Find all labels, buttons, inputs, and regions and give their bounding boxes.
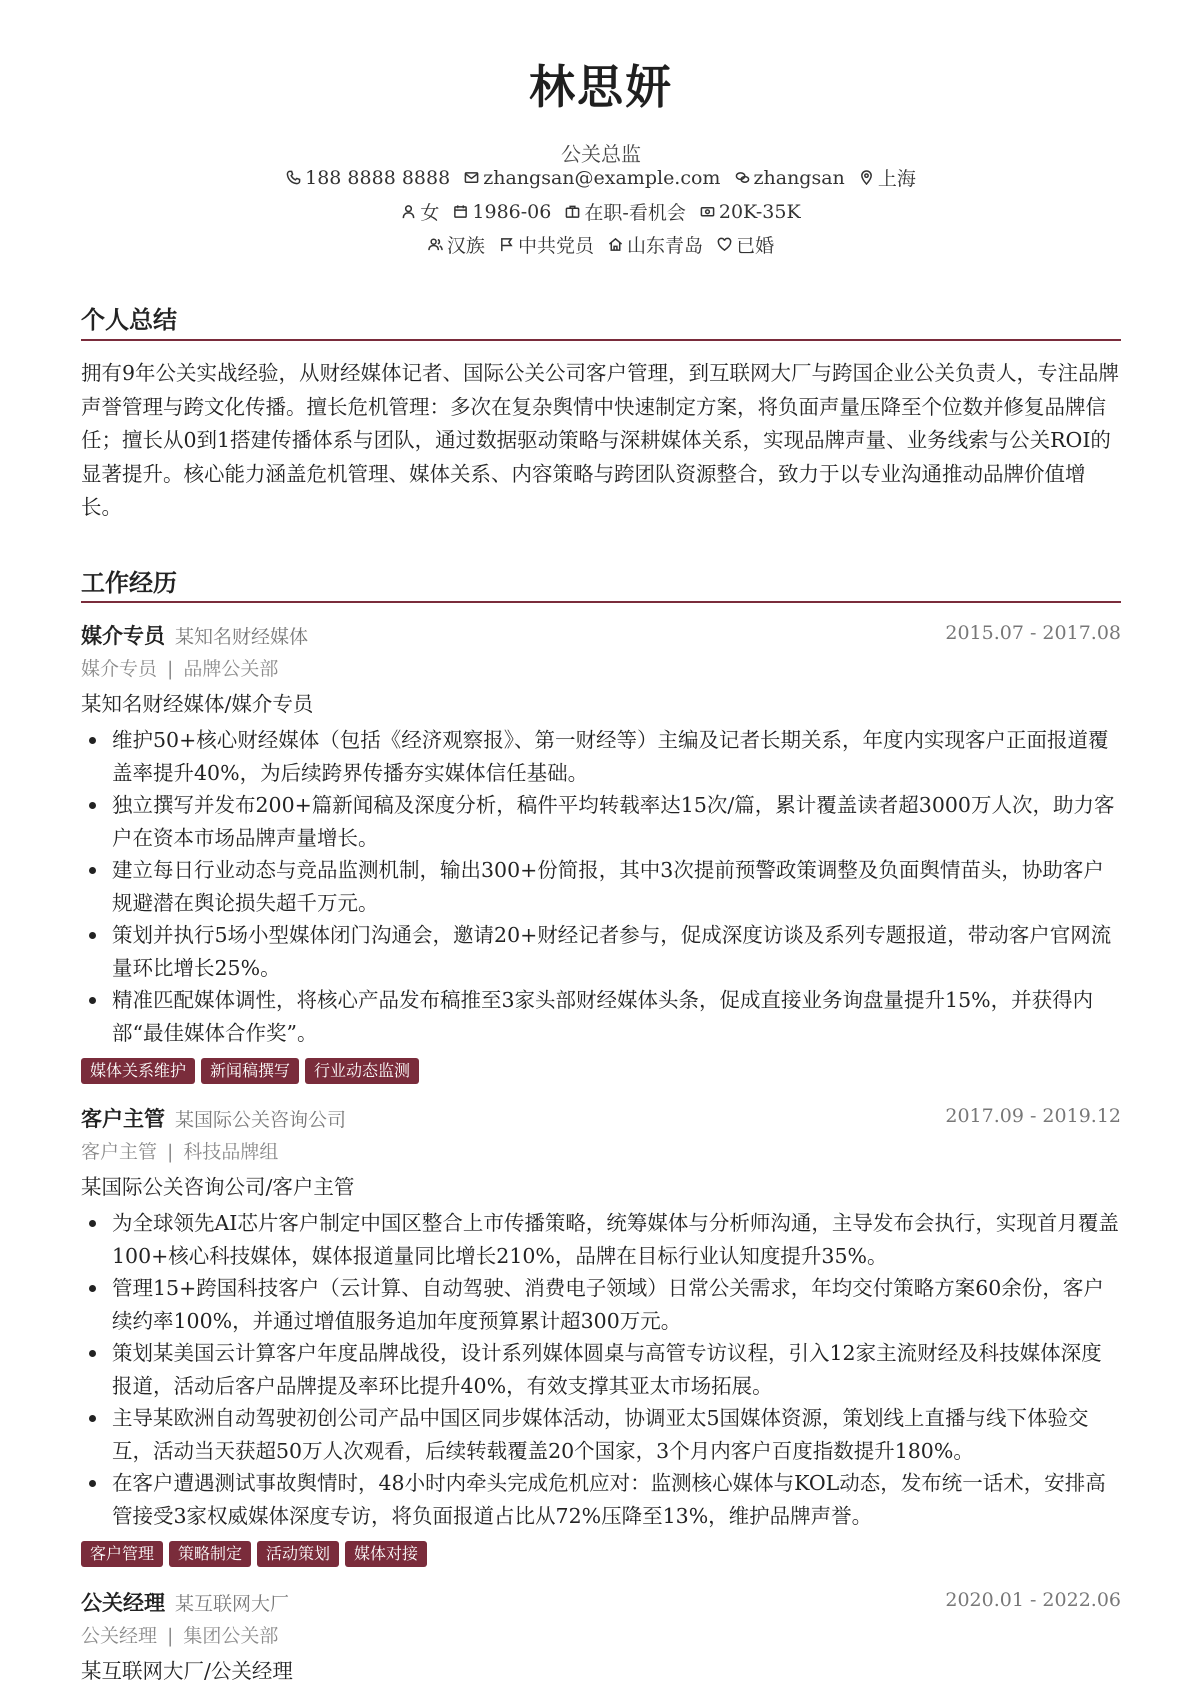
skill-tags xyxy=(81,1058,1121,1084)
calendar-icon xyxy=(453,204,468,219)
skill-tag: 策略制定 xyxy=(169,1541,251,1567)
job-subtitle xyxy=(81,1137,1121,1171)
job-company: 某国际公关咨询公司 xyxy=(175,1109,347,1131)
gender-item xyxy=(401,198,439,225)
job-bullets xyxy=(81,724,1121,1049)
profile-row xyxy=(81,198,1121,225)
job-date: 2020.01 - 2022.06 xyxy=(945,1589,1121,1611)
gender-text: 女 xyxy=(420,202,440,224)
job-company: 某互联网大厂 xyxy=(175,1593,290,1615)
status-item xyxy=(565,198,685,225)
job-org-line: 某知名财经媒体/媒介专员 xyxy=(81,692,314,716)
job-org-line: 某互联网大厂/公关经理 xyxy=(81,1659,293,1683)
job-bullets xyxy=(81,1207,1121,1532)
experience-divider xyxy=(81,601,1121,603)
skill-tag: 媒体对接 xyxy=(345,1541,427,1567)
skill-tag: 活动策划 xyxy=(257,1541,339,1567)
marital-text: 已婚 xyxy=(736,235,775,257)
phone-item xyxy=(286,167,450,189)
job-org-line: 某国际公关咨询公司/客户主管 xyxy=(81,1175,355,1199)
job-department: 科技品牌组 xyxy=(183,1141,279,1163)
job-date: 2015.07 - 2017.08 xyxy=(945,622,1121,644)
ethnicity-text: 汉族 xyxy=(446,235,485,257)
bullet-item: 策划某美国云计算客户年度品牌战役，设计系列媒体圆桌与高管专访议程，引入12家主流财经及科技媒体深度报道，活动后客户品牌提及率环比提升40%，有效支撑其亚太市场拓展。 xyxy=(81,1337,1121,1402)
party-text: 中共党员 xyxy=(517,235,594,257)
job-role: 公关经理 xyxy=(81,1590,165,1615)
skill-tag: 新闻稿撰写 xyxy=(201,1058,299,1084)
job-department: 品牌公关部 xyxy=(183,658,279,680)
job-role: 客户主管 xyxy=(81,1106,165,1131)
job-date: 2017.09 - 2019.12 xyxy=(945,1105,1121,1127)
mail-icon xyxy=(464,170,479,185)
money-icon xyxy=(700,204,715,219)
bullet-item: 策划并执行5场小型媒体闭门沟通会，邀请20+财经记者参与，促成深度访谈及系列专题报道，带动客户官网流量环比增长25%。 xyxy=(81,919,1121,984)
separator: | xyxy=(167,658,174,680)
summary-divider xyxy=(81,339,1121,341)
job-company: 某知名财经媒体 xyxy=(175,626,309,648)
separator: | xyxy=(167,1625,174,1647)
candidate-name: 林思妍 xyxy=(529,60,673,114)
hometown-item xyxy=(608,231,703,258)
experience-heading: 工作经历 xyxy=(81,568,177,597)
birth-item xyxy=(453,201,551,223)
home-icon xyxy=(608,237,623,252)
ethnicity-item xyxy=(428,231,485,258)
job-entry xyxy=(81,620,1121,1084)
phone-icon xyxy=(286,170,301,185)
salary-text: 20K-35K xyxy=(718,200,801,223)
wechat-item xyxy=(735,167,845,189)
bullet-item: 精准匹配媒体调性，将核心产品发布稿推至3家头部财经媒体头条，促成直接业务询盘量提升15%，并获得内部“最佳媒体合作奖”。 xyxy=(81,984,1121,1049)
candidate-title: 公关总监 xyxy=(561,142,641,166)
marital-item xyxy=(717,231,774,258)
job-position: 媒介专员 xyxy=(81,658,158,680)
bullet-item: 维护50+核心财经媒体（包括《经济观察报》、第一财经等）主编及记者长期关系，年度内实现客户正面报道覆盖率提升40%，为后续跨界传播夯实媒体信任基础。 xyxy=(81,724,1121,789)
people-icon xyxy=(428,237,443,252)
job-header xyxy=(81,1103,1121,1137)
birth-text: 1986-06 xyxy=(472,200,552,223)
job-subtitle xyxy=(81,654,1121,688)
job-header xyxy=(81,1587,1121,1621)
wechat-text: zhangsan xyxy=(753,166,845,189)
summary-heading: 个人总结 xyxy=(81,305,177,334)
user-icon xyxy=(401,204,416,219)
phone-text: 188 8888 8888 xyxy=(305,166,451,189)
party-item xyxy=(499,231,594,258)
bullet-item: 主导某欧洲自动驾驶初创公司产品中国区同步媒体活动，协调亚太5国媒体资源，策划线上直播与线下体验交互，活动当天获超50万人次观看，后续转载覆盖20个国家，3个月内客户百度指数提升180%。 xyxy=(81,1402,1121,1467)
personal-row xyxy=(81,231,1121,258)
email-item xyxy=(464,167,720,189)
bullet-item: 管理15+跨国科技客户（云计算、自动驾驶、消费电子领域）日常公关需求，年均交付策略方案60余份，客户续约率100%，并通过增值服务追加年度预算累计超300万元。 xyxy=(81,1272,1121,1337)
status-text: 在职-看机会 xyxy=(584,202,686,224)
summary-text: 拥有9年公关实战经验，从财经媒体记者、国际公关公司客户管理，到互联网大厂与跨国企业公关负责人，专注品牌声誉管理与跨文化传播。擅长危机管理：多次在复杂舆情中快速制定方案，将负面声量压降至个位数并修复品牌信任；擅长从0到1搭建传播体系与团队，通过数据驱动策略与深耕媒体关系，实现品牌声量、业务线索与公关ROI的显著提升。核心能力涵盖危机管理、媒体关系、内容策略与跨团队资源整合，致力于以专业沟通推动品牌价值增长。 xyxy=(81,361,1120,520)
hometown-text: 山东青岛 xyxy=(627,235,704,257)
job-position: 客户主管 xyxy=(81,1141,158,1163)
bullet-item: 独立撰写并发布200+篇新闻稿及深度分析，稿件平均转载率达15次/篇，累计覆盖读者超3000万人次，助力客户在资本市场品牌声量增长。 xyxy=(81,789,1121,854)
job-entry xyxy=(81,1103,1121,1567)
skill-tag: 客户管理 xyxy=(81,1541,163,1567)
job-subtitle xyxy=(81,1621,1121,1655)
salary-item xyxy=(700,201,801,223)
separator: | xyxy=(167,1141,174,1163)
flag-icon xyxy=(499,237,514,252)
email-text: zhangsan@example.com xyxy=(483,166,721,189)
location-text: 上海 xyxy=(877,168,916,190)
location-icon xyxy=(859,170,874,185)
bullet-item: 在客户遭遇测试事故舆情时，48小时内牵头完成危机应对：监测核心媒体与KOL动态，发布统一话术，安排高管接受3家权威媒体深度专访，将负面报道占比从72%压降至13%，维护品牌声誉。 xyxy=(81,1467,1121,1532)
bullet-item: 建立每日行业动态与竞品监测机制，输出300+份简报，其中3次提前预警政策调整及负面舆情苗头，协助客户规避潜在舆论损失超千万元。 xyxy=(81,854,1121,919)
skill-tag: 媒体关系维护 xyxy=(81,1058,195,1084)
bullet-item: 为全球领先AI芯片客户制定中国区整合上市传播策略，统筹媒体与分析师沟通，主导发布会执行，实现首月覆盖100+核心科技媒体，媒体报道量同比增长210%，品牌在目标行业认知度提升35%。 xyxy=(81,1207,1121,1272)
wechat-icon xyxy=(735,170,750,185)
job-header xyxy=(81,620,1121,654)
job-entry xyxy=(81,1587,1121,1691)
contact-row xyxy=(81,164,1121,191)
skill-tag: 行业动态监测 xyxy=(305,1058,419,1084)
heart-icon xyxy=(717,237,732,252)
location-item xyxy=(859,164,916,191)
job-position: 公关经理 xyxy=(81,1625,158,1647)
skill-tags xyxy=(81,1541,1121,1567)
job-role: 媒介专员 xyxy=(81,623,165,648)
briefcase-icon xyxy=(565,204,580,219)
job-department: 集团公关部 xyxy=(183,1625,279,1647)
